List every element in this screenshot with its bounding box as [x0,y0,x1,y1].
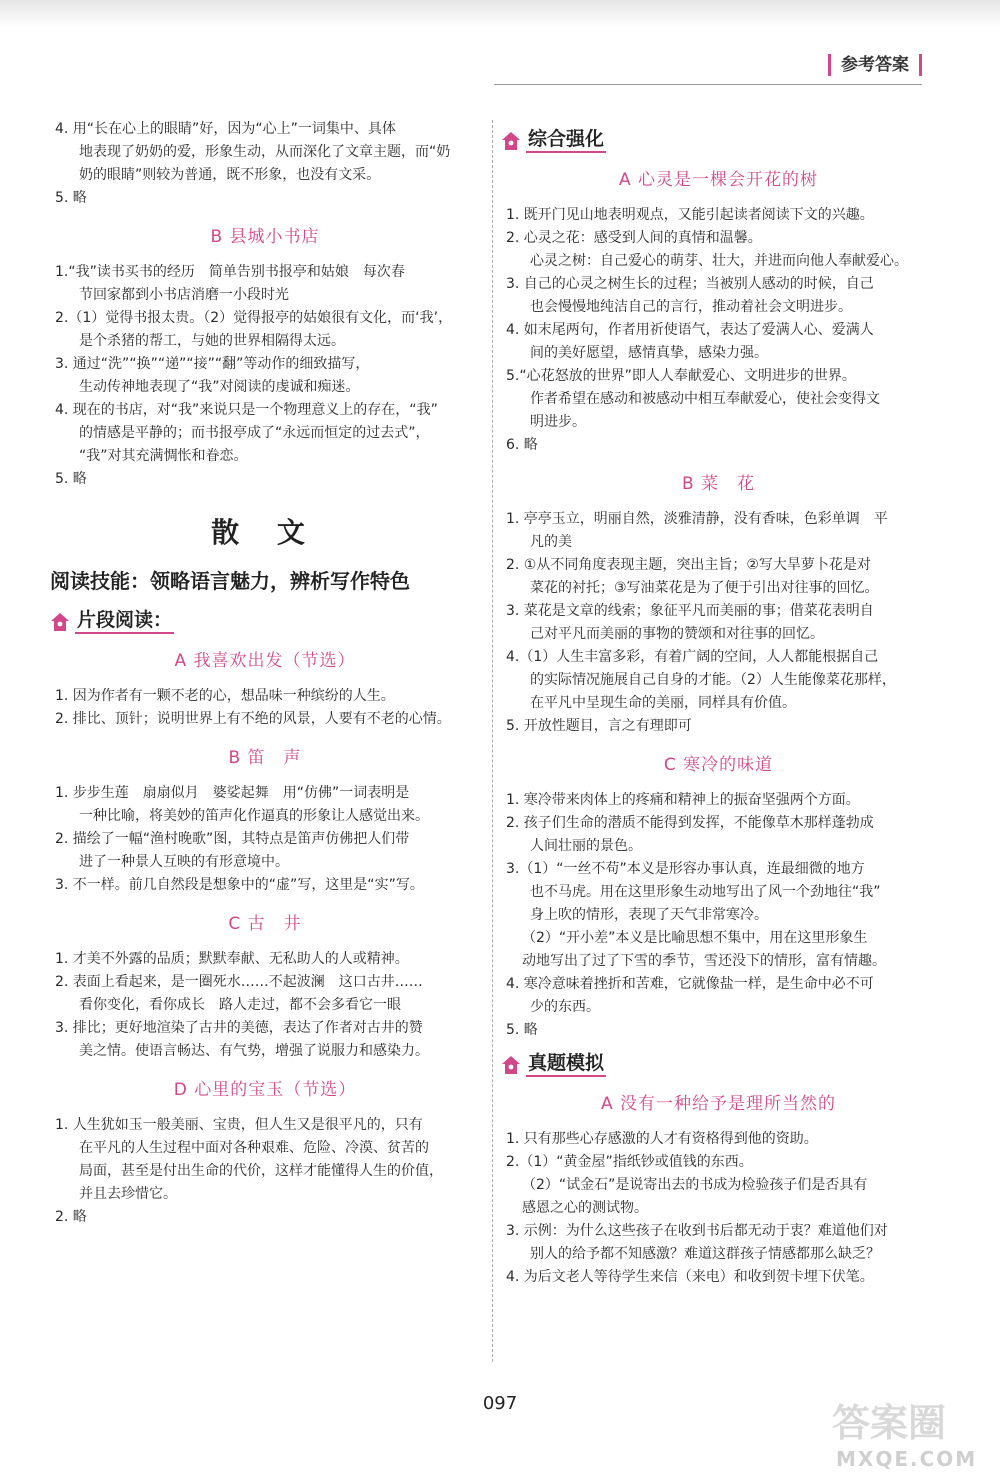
answer-item [506,812,931,858]
answer-line: 1. 只有那些心存感激的人才有资格得到他的资助。 [506,1131,818,1147]
answer-item [506,273,931,319]
answer-line: 1. 寒冷带来肉体上的疼痛和精神上的振奋坚强两个方面。 [506,792,860,808]
header-tag: 参考答案 [828,54,922,76]
big-title: 散 文 [211,516,319,549]
answer-line: 4. 如末尾两句，作者用祈使语气，表达了爱满人心、爱满人 [506,322,874,338]
skill-title: 阅读技能：领略语言魅力，辨析写作特色 [50,569,410,593]
answer-item [506,434,931,457]
answer-item [506,1128,931,1151]
answer-line: 2. 心灵之花：感受到人间的真情和温馨。 [506,230,762,246]
answer-line: 4. 寒冷意味着挫折和苦难，它就像盐一样，是生命中必不可 [506,976,874,992]
answer-line: 节回家都到小书店消磨一小段时光 [79,287,289,303]
answer-item [55,1017,475,1063]
answer-line: 5. 略 [55,190,87,206]
answer-item [506,858,931,927]
answer-line: 也会慢慢地纯洁自己的言行，推动着社会文明进步。 [530,299,852,315]
answer-line: 5. 开放性题目，言之有理即可 [506,718,692,734]
section-title: C 寒冷的味道 [663,755,774,775]
answer-line: （2）“试金石”是说寄出去的书成为检验孩子们是否具有 [522,1177,868,1193]
answer-line: 5.“心花怒放的世界”即人人奉献爱心、文明进步的世界。 [506,368,856,384]
answer-line: 进了一种景人互映的有形意境中。 [79,854,289,870]
page-number: 097 [482,1393,518,1414]
left-intro-list [55,118,475,210]
svg-text:答案圈: 答案圈 [832,1401,947,1445]
answer-line: 看你变化，看你成长 路人走过，都不会多看它一眼 [79,997,401,1013]
house-icon [500,1054,522,1076]
left-section-b-list [55,261,475,491]
left-section-c-list [55,948,475,1063]
section-title: A 没有一种给予是理所当然的 [600,1094,837,1114]
answer-line: 2. 略 [55,1209,87,1225]
answer-line: 3. 示例：为什么这些孩子在收到书后都无动于衷？难道他们对 [506,1223,888,1239]
answer-item [506,204,931,227]
answer-line: 的实际情况施展自己自身的才能。（2）人生能像菜花那样， [530,672,896,688]
answer-line: 在平凡的人生过程中面对各种艰难、危险、冷漠、贫苦的 [79,1140,429,1156]
answer-line: 3. 菜花是文章的线索；象征平凡而美丽的事；借菜花表明自 [506,603,874,619]
left-section-a-list [55,685,475,731]
section-title: B 笛 声 [228,748,302,768]
answer-line: 1. 既开门见山地表明观点，又能引起读者阅读下文的兴趣。 [506,207,874,223]
answer-item [506,646,931,715]
answer-line: 美之情。使语言畅达、有气势，增强了说服力和感染力。 [79,1043,429,1059]
answer-item [506,600,931,646]
right-section-a-list [506,204,931,457]
answer-item [506,508,931,554]
answer-line: 4. 现在的书店，对“我”来说只是一个物理意义上的存在，“我” [55,402,438,418]
answer-line: 1. 亭亭玉立，明丽自然，淡雅清静，没有香味，色彩单调 平 [506,511,888,527]
answer-line: 4.（1）人生丰富多彩，有着广阔的空间，人人都能根据自己 [506,649,879,665]
answer-item [55,118,475,187]
answer-item [506,554,931,600]
answer-item [506,715,931,738]
comprehensive-label: 综合强化 [526,128,606,153]
answer-item [55,948,475,971]
answer-item [506,319,931,365]
header-rule [494,84,922,85]
answer-item [55,261,475,307]
section-title: D 心里的宝玉（节选） [173,1080,357,1100]
answer-line: 感恩之心的测试物。 [522,1200,648,1216]
answer-item [55,828,475,874]
answer-line: 并且去珍惜它。 [79,1186,177,1202]
left-column [50,118,475,1229]
answer-line: 明进步。 [530,414,586,430]
answer-item [506,1019,931,1042]
answer-line: 人间壮丽的景色。 [530,838,642,854]
right-section-b-list [506,508,931,738]
answer-line: 5. 略 [55,471,87,487]
answer-item [55,187,475,210]
comprehensive-heading [500,128,931,153]
answer-item [506,1174,931,1220]
answer-item [55,307,475,353]
answer-line: 3. 自己的心灵之树生长的过程；当被别人感动的时候，自己 [506,276,874,292]
answer-item [506,1266,931,1289]
answer-item [506,365,931,434]
answer-item [55,782,475,828]
real-exam-label: 真题模拟 [526,1052,606,1077]
answer-item [506,227,931,250]
answer-line: 3.（1）“一丝不苟”本义是形容办事认真，连最细微的地方 [506,861,865,877]
answer-item [55,353,475,399]
answer-line: 间的美好愿望，感情真挚，感染力强。 [530,345,768,361]
section-title: A 心灵是一棵会开花的树 [618,170,819,190]
left-section-b2-list [55,782,475,897]
answer-item [55,468,475,491]
answer-line: 2. 孩子们生命的潜质不能得到发挥，不能像草木那样蓬勃成 [506,815,874,831]
right-section-d-list [506,1128,931,1289]
fragment-label: 片段阅读： [75,609,174,634]
answer-line: 在平凡中呈现生命的美丽，同样具有价值。 [530,695,796,711]
answer-item [506,789,931,812]
answer-line: 3. 不一样。前几自然段是想象中的“虚”写，这里是“实”写。 [55,877,424,893]
section-title: B 县城小书店 [210,227,320,247]
answer-line: 的情感是平静的；而书报亭成了“永远而恒定的过去式”， [79,425,430,441]
answer-line: 2. 排比、顶针；说明世界上有不绝的风景，人要有不老的心情。 [55,711,451,727]
answer-item [55,708,475,731]
column-divider [492,120,493,1362]
answer-line: 6. 略 [506,437,538,453]
answer-line: 一种比喻，将美妙的笛声化作逼真的形象让人感觉出来。 [79,808,429,824]
answer-item [55,399,475,468]
answer-line: 菜花的衬托；③写油菜花是为了便于引出对往事的回忆。 [530,580,879,596]
answer-line: 2. 描绘了一幅“渔村晚歌”图，其特点是笛声仿佛把人们带 [55,831,410,847]
answer-line: 3. 通过“洗”“换”“递”“接”“翻”等动作的细致描写， [55,356,370,372]
right-column [506,118,931,1289]
fragment-heading [49,609,475,634]
answer-line: 2. 表面上看起来，是一圈死水……不起波澜 这口古井…… [55,974,423,990]
answer-line: 己对平凡而美丽的事物的赞颂和对往事的回忆。 [530,626,824,642]
section-title: A 我喜欢出发（节选） [174,651,356,671]
answer-line: 3. 排比；更好地渲染了古井的美德，表达了作者对古井的赞 [55,1020,423,1036]
answer-item [55,685,475,708]
answer-line: 动地写出了过了下雪的季节，雪还没下的情形，富有情趣。 [522,953,886,969]
answer-line: 4. 用“长在心上的眼睛”好，因为“心上”一词集中、具体 [55,121,396,137]
answer-line: 身上吹的情形，表现了天气非常寒冷。 [530,907,768,923]
answer-line: 地表现了奶奶的爱，形象生动，从而深化了文章主题，而“奶 [79,144,451,160]
answer-line: 1.“我”读书买书的经历 简单告别书报亭和姑娘 每次春 [55,264,405,280]
answer-line: （2）“开小差”本义是比喻思想不集中，用在这里形象生 [522,930,868,946]
answer-line: 少的东西。 [530,999,600,1015]
answer-line: 2.（1）觉得书报太贵。（2）觉得报亭的姑娘很有文化，而‘我’， [55,310,453,326]
house-icon [500,130,522,152]
answer-item [55,1206,475,1229]
section-title: B 菜 花 [681,474,756,494]
left-section-d-list [55,1114,475,1229]
house-icon [49,611,71,633]
right-section-c-list [506,789,931,1042]
svg-text:MXQE.COM: MXQE.COM [836,1447,978,1471]
section-title: C 古 井 [228,914,302,934]
answer-line: 别人的给予都不知感激？难道这群孩子情感都那么缺乏？ [530,1246,880,1262]
answer-item [55,971,475,1017]
answer-line: 奶的眼睛”则较为普通，既不形象，也没有文采。 [79,167,381,183]
answer-line: 也不马虎。用在这里形象生动地写出了风一个劲地往“我” [530,884,881,900]
answer-line: 2.（1）“黄金屋”指纸钞或值钱的东西。 [506,1154,753,1170]
answer-line: 局面，甚至是付出生命的代价，这样才能懂得人生的价值， [79,1163,443,1179]
answer-line: 1. 步步生莲 扇扇似月 婆娑起舞 用“仿佛”一词表明是 [55,785,410,801]
answer-line: 凡的美 [530,534,572,550]
answer-line: 1. 才美不外露的品质；默默奉献、无私助人的人或精神。 [55,951,409,967]
answer-item [506,927,931,973]
answer-line: 是个杀猪的帮工，与她的世界相隔得太远。 [79,333,345,349]
answer-line: 1. 因为作者有一颗不老的心，想品味一种缤纷的人生。 [55,688,395,704]
answer-line: 作者希望在感动和被感动中相互奉献爱心，使社会变得文 [530,391,880,407]
real-exam-heading [500,1052,931,1077]
answer-line: 2. ①从不同角度表现主题，突出主旨；②写大旱萝卜花是对 [506,557,871,573]
answer-line: 1. 人生犹如玉一般美丽、宝贵，但人生又是很平凡的，只有 [55,1117,423,1133]
answer-line: 5. 略 [506,1022,538,1038]
answer-item [506,1220,931,1266]
answer-item [506,973,931,1019]
answer-item [506,250,931,273]
answer-line: “我”对其充满惆怅和眷恋。 [79,448,248,464]
watermark-logo [828,1396,986,1474]
answer-line: 心灵之树：自己爱心的萌芽、壮大，并进而向他人奉献爱心。 [530,253,908,269]
answer-item [506,1151,931,1174]
top-band [0,0,1000,28]
answer-item [55,1114,475,1206]
answer-line: 4. 为后文老人等待学生来信（来电）和收到贺卡埋下伏笔。 [506,1269,874,1285]
answer-line: 生动传神地表现了“我”对阅读的虔诚和痴迷。 [79,379,360,395]
answer-item [55,874,475,897]
